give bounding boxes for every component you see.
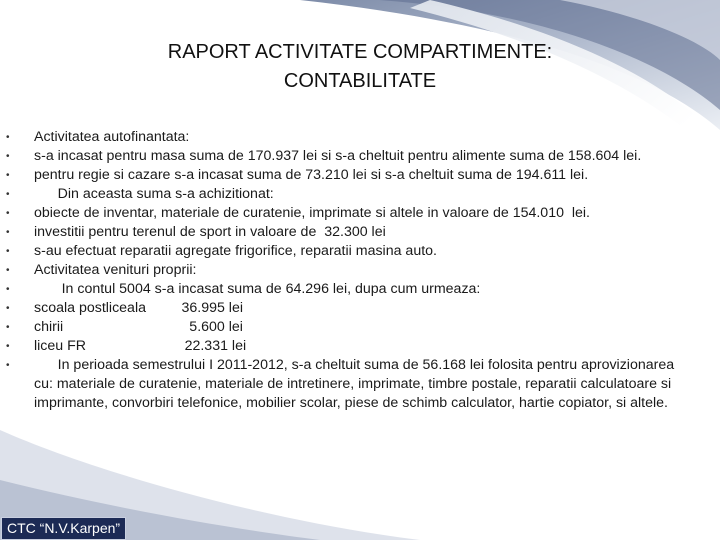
- bullet-list: [6, 128, 696, 413]
- list-item-text: Din aceasta suma s-a achizitionat:: [34, 186, 274, 202]
- slide-title: [0, 38, 720, 96]
- bullet-dot-icon: •: [6, 189, 10, 200]
- bullet-dot-icon: •: [6, 132, 10, 143]
- bullet-dot-icon: •: [6, 265, 10, 276]
- bullet-dot-icon: •: [6, 170, 10, 181]
- footer-label: CTC “N.V.Karpen”: [1, 517, 126, 540]
- list-item: [6, 128, 696, 147]
- bullet-dot-icon: •: [6, 227, 10, 238]
- bullet-dot-icon: •: [6, 360, 10, 371]
- list-item-text: investitii pentru terenul de sport in valoare de 32.300 lei: [34, 224, 386, 240]
- bullet-dot-icon: •: [6, 341, 10, 352]
- slide-title-line-2: CONTABILITATE: [283, 70, 437, 92]
- bullet-dot-icon: •: [6, 284, 10, 295]
- bullet-dot-icon: •: [6, 151, 10, 162]
- list-item: [6, 337, 696, 356]
- list-item: [6, 261, 696, 280]
- list-item: [6, 147, 696, 166]
- bullet-dot-icon: •: [6, 246, 10, 257]
- list-item: [6, 204, 696, 223]
- list-item-text: s-a incasat pentru masa suma de 170.937 lei si s-a cheltuit pentru alimente suma de 158.604 lei.: [34, 148, 642, 164]
- list-item-text: Activitatea autofinantata:: [34, 129, 190, 145]
- list-item-text: pentru regie si cazare s-a incasat suma de 73.210 lei si s-a cheltuit suma de 194.611 lei.: [34, 167, 589, 183]
- list-item-text: chirii 5.600 lei: [34, 319, 243, 335]
- list-item: [6, 318, 696, 337]
- list-item-text: obiecte de inventar, materiale de curatenie, imprimate si altele in valoare de 154.010 lei.: [34, 205, 590, 221]
- list-item: [6, 166, 696, 185]
- list-item-text: liceu FR 22.331 lei: [34, 338, 247, 354]
- bullet-dot-icon: •: [6, 208, 10, 219]
- list-item-text: In contul 5004 s-a incasat suma de 64.296 lei, dupa cum urmeaza:: [34, 281, 481, 297]
- list-item-text: scoala postliceala 36.995 lei: [34, 300, 243, 316]
- list-item-text: s-au efectuat reparatii agregate frigorifice, reparatii masina auto.: [34, 243, 437, 259]
- slide-title-line-1: RAPORT ACTIVITATE COMPARTIMENTE:: [167, 41, 553, 63]
- list-item-text: Activitatea venituri proprii:: [34, 262, 197, 278]
- list-item: [6, 223, 696, 242]
- list-item: [6, 185, 696, 204]
- bullet-dot-icon: •: [6, 303, 10, 314]
- list-item: [6, 280, 696, 299]
- list-item: [6, 242, 696, 261]
- list-item-text: In perioada semestrului I 2011-2012, s-a cheltuit suma de 56.168 lei folosita pentru aprovizionarea cu: materiale de curatenie, materiale de intretinere, imprimate, timbre postale, reparatii calculatoare si imprimante, convorbiri telefonice, mobilier scolar, piese de schimb calculator, hartie copiator, si altele.: [34, 357, 679, 411]
- list-item: [6, 356, 696, 413]
- bullet-dot-icon: •: [6, 322, 10, 333]
- list-item: [6, 299, 696, 318]
